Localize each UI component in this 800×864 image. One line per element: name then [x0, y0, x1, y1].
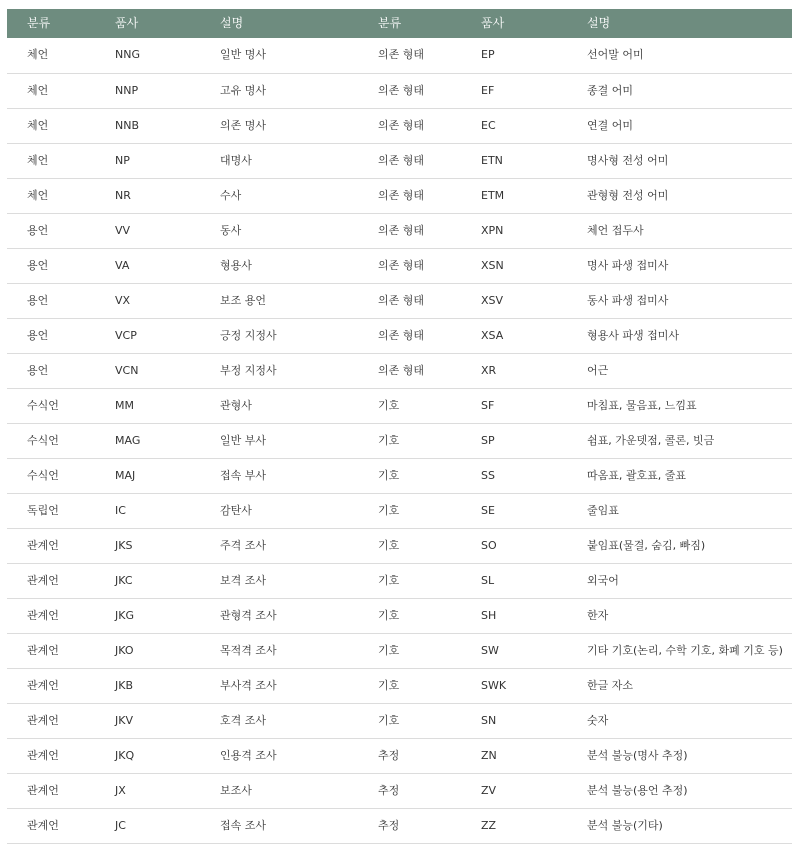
cell-pos: MM [95, 388, 200, 423]
cell-pos: NR [95, 178, 200, 213]
cell-description-2: 관형형 전성 어미 [567, 178, 792, 213]
table-row [7, 423, 792, 458]
cell-category-2: 기호 [358, 563, 461, 598]
cell-category-2: 의존 형태 [358, 38, 461, 73]
cell-description: 일반 명사 [200, 38, 358, 73]
cell-pos-2: SW [461, 633, 567, 668]
cell-category-2: 기호 [358, 458, 461, 493]
header-pos: 품사 [115, 16, 139, 30]
cell-pos-2: EP [461, 38, 567, 73]
pos-tag-table [7, 9, 792, 844]
cell-category: 관계언 [7, 633, 95, 668]
cell-pos-2: SE [461, 493, 567, 528]
cell-pos-2: SP [461, 423, 567, 458]
table-row [7, 458, 792, 493]
cell-category: 수식언 [7, 388, 95, 423]
cell-category-2: 의존 형태 [358, 318, 461, 353]
cell-pos-2: XPN [461, 213, 567, 248]
cell-description-2: 동사 파생 접미사 [567, 283, 792, 318]
cell-category: 체언 [7, 38, 95, 73]
cell-description-2: 따옴표, 괄호표, 줄표 [567, 458, 792, 493]
cell-pos: NNB [95, 108, 200, 143]
cell-pos: VCN [95, 353, 200, 388]
table-row [7, 248, 792, 283]
cell-pos: VV [95, 213, 200, 248]
cell-description-2: 명사 파생 접미사 [567, 248, 792, 283]
cell-description: 수사 [200, 178, 358, 213]
table-row [7, 178, 792, 213]
cell-pos-2: SWK [461, 668, 567, 703]
table-row [7, 493, 792, 528]
cell-description-2: 숫자 [567, 703, 792, 738]
cell-category-2: 기호 [358, 633, 461, 668]
cell-category-2: 의존 형태 [358, 248, 461, 283]
cell-description-2: 한자 [567, 598, 792, 633]
cell-pos-2: ZV [461, 773, 567, 808]
cell-category: 관계언 [7, 563, 95, 598]
cell-description-2: 쉼표, 가운뎃점, 콜론, 빗금 [567, 423, 792, 458]
cell-pos-2: SH [461, 598, 567, 633]
table-row [7, 703, 792, 738]
cell-category: 관계언 [7, 703, 95, 738]
cell-description: 일반 부사 [200, 423, 358, 458]
cell-category: 용언 [7, 318, 95, 353]
cell-category-2: 의존 형태 [358, 73, 461, 108]
cell-category-2: 기호 [358, 598, 461, 633]
table-row [7, 283, 792, 318]
header-row [7, 9, 792, 38]
cell-pos: IC [95, 493, 200, 528]
cell-description: 동사 [200, 213, 358, 248]
table-row [7, 213, 792, 248]
cell-description: 형용사 [200, 248, 358, 283]
cell-category: 체언 [7, 73, 95, 108]
cell-category-2: 기호 [358, 423, 461, 458]
cell-description: 목적격 조사 [200, 633, 358, 668]
table-row [7, 143, 792, 178]
cell-category: 관계언 [7, 528, 95, 563]
cell-description: 접속 부사 [200, 458, 358, 493]
cell-pos: JKC [95, 563, 200, 598]
header-pos-2: 품사 [481, 16, 505, 30]
cell-description: 주격 조사 [200, 528, 358, 563]
cell-pos-2: XSN [461, 248, 567, 283]
cell-category: 수식언 [7, 458, 95, 493]
cell-category: 관계언 [7, 738, 95, 773]
cell-description-2: 분석 불능(명사 추정) [567, 738, 792, 773]
cell-category-2: 추정 [358, 738, 461, 773]
cell-pos-2: ETM [461, 178, 567, 213]
cell-category-2: 기호 [358, 528, 461, 563]
cell-category: 체언 [7, 178, 95, 213]
table-row [7, 738, 792, 773]
cell-pos: VX [95, 283, 200, 318]
cell-description-2: 외국어 [567, 563, 792, 598]
cell-description-2: 마침표, 물음표, 느낌표 [567, 388, 792, 423]
cell-category: 용언 [7, 213, 95, 248]
cell-pos-2: SN [461, 703, 567, 738]
cell-category-2: 추정 [358, 808, 461, 843]
cell-description: 대명사 [200, 143, 358, 178]
table-row [7, 633, 792, 668]
cell-category-2: 기호 [358, 703, 461, 738]
cell-description-2: 붙임표(물결, 숨김, 빠짐) [567, 528, 792, 563]
table-row [7, 318, 792, 353]
cell-pos-2: ETN [461, 143, 567, 178]
cell-category-2: 의존 형태 [358, 353, 461, 388]
cell-category: 관계언 [7, 808, 95, 843]
table-header [7, 9, 792, 38]
table-row [7, 73, 792, 108]
cell-category-2: 기호 [358, 668, 461, 703]
cell-description: 호격 조사 [200, 703, 358, 738]
cell-category: 체언 [7, 108, 95, 143]
header-description: 설명 [220, 16, 244, 30]
cell-pos: NP [95, 143, 200, 178]
table-row [7, 598, 792, 633]
table-row [7, 528, 792, 563]
cell-description: 접속 조사 [200, 808, 358, 843]
cell-category-2: 의존 형태 [358, 143, 461, 178]
table-row [7, 38, 792, 73]
cell-pos: JC [95, 808, 200, 843]
cell-pos: JKG [95, 598, 200, 633]
cell-category: 관계언 [7, 668, 95, 703]
header-description-2: 설명 [587, 16, 611, 30]
cell-category: 용언 [7, 248, 95, 283]
cell-category-2: 추정 [358, 773, 461, 808]
cell-pos-2: SS [461, 458, 567, 493]
cell-pos: JKB [95, 668, 200, 703]
cell-category: 독립언 [7, 493, 95, 528]
cell-description: 보조사 [200, 773, 358, 808]
table-row [7, 563, 792, 598]
table-body [7, 38, 792, 843]
cell-description-2: 형용사 파생 접미사 [567, 318, 792, 353]
cell-category: 관계언 [7, 773, 95, 808]
cell-description: 보격 조사 [200, 563, 358, 598]
cell-description: 관형사 [200, 388, 358, 423]
cell-category: 용언 [7, 353, 95, 388]
cell-description: 의존 명사 [200, 108, 358, 143]
cell-pos: JKQ [95, 738, 200, 773]
cell-category-2: 의존 형태 [358, 178, 461, 213]
cell-pos: NNG [95, 38, 200, 73]
cell-pos-2: EF [461, 73, 567, 108]
cell-description-2: 명사형 전성 어미 [567, 143, 792, 178]
cell-category: 체언 [7, 143, 95, 178]
cell-pos: JX [95, 773, 200, 808]
table-row [7, 353, 792, 388]
cell-category: 관계언 [7, 598, 95, 633]
cell-description: 인용격 조사 [200, 738, 358, 773]
table-row [7, 668, 792, 703]
cell-pos-2: SF [461, 388, 567, 423]
cell-description: 긍정 지정사 [200, 318, 358, 353]
cell-pos-2: XSV [461, 283, 567, 318]
cell-pos: VCP [95, 318, 200, 353]
cell-description-2: 종결 어미 [567, 73, 792, 108]
cell-description: 부정 지정사 [200, 353, 358, 388]
table-row [7, 808, 792, 843]
cell-description-2: 줄임표 [567, 493, 792, 528]
cell-pos-2: XSA [461, 318, 567, 353]
cell-pos-2: XR [461, 353, 567, 388]
cell-description: 부사격 조사 [200, 668, 358, 703]
cell-description-2: 분석 불능(용언 추정) [567, 773, 792, 808]
cell-category-2: 기호 [358, 388, 461, 423]
cell-description-2: 어근 [567, 353, 792, 388]
cell-description-2: 한글 자소 [567, 668, 792, 703]
cell-category-2: 의존 형태 [358, 283, 461, 318]
cell-description: 보조 용언 [200, 283, 358, 318]
cell-description-2: 체언 접두사 [567, 213, 792, 248]
cell-pos: NNP [95, 73, 200, 108]
cell-description: 감탄사 [200, 493, 358, 528]
cell-category-2: 기호 [358, 493, 461, 528]
cell-pos-2: EC [461, 108, 567, 143]
cell-category-2: 의존 형태 [358, 108, 461, 143]
cell-pos-2: SO [461, 528, 567, 563]
header-category-2: 분류 [378, 16, 402, 30]
cell-pos: VA [95, 248, 200, 283]
table-row [7, 388, 792, 423]
cell-category: 용언 [7, 283, 95, 318]
cell-pos-2: ZN [461, 738, 567, 773]
cell-description-2: 기타 기호(논리, 수학 기호, 화폐 기호 등) [567, 633, 792, 668]
table-row [7, 108, 792, 143]
cell-pos-2: ZZ [461, 808, 567, 843]
cell-pos: MAG [95, 423, 200, 458]
pos-tag-table-container [7, 9, 792, 844]
cell-description: 고유 명사 [200, 73, 358, 108]
cell-description-2: 선어말 어미 [567, 38, 792, 73]
cell-pos: JKV [95, 703, 200, 738]
cell-pos: MAJ [95, 458, 200, 493]
cell-description-2: 연결 어미 [567, 108, 792, 143]
cell-category-2: 의존 형태 [358, 213, 461, 248]
cell-pos: JKS [95, 528, 200, 563]
cell-description-2: 분석 불능(기타) [567, 808, 792, 843]
cell-category: 수식언 [7, 423, 95, 458]
cell-pos-2: SL [461, 563, 567, 598]
cell-pos: JKO [95, 633, 200, 668]
header-category: 분류 [27, 16, 51, 30]
table-row [7, 773, 792, 808]
cell-description: 관형격 조사 [200, 598, 358, 633]
